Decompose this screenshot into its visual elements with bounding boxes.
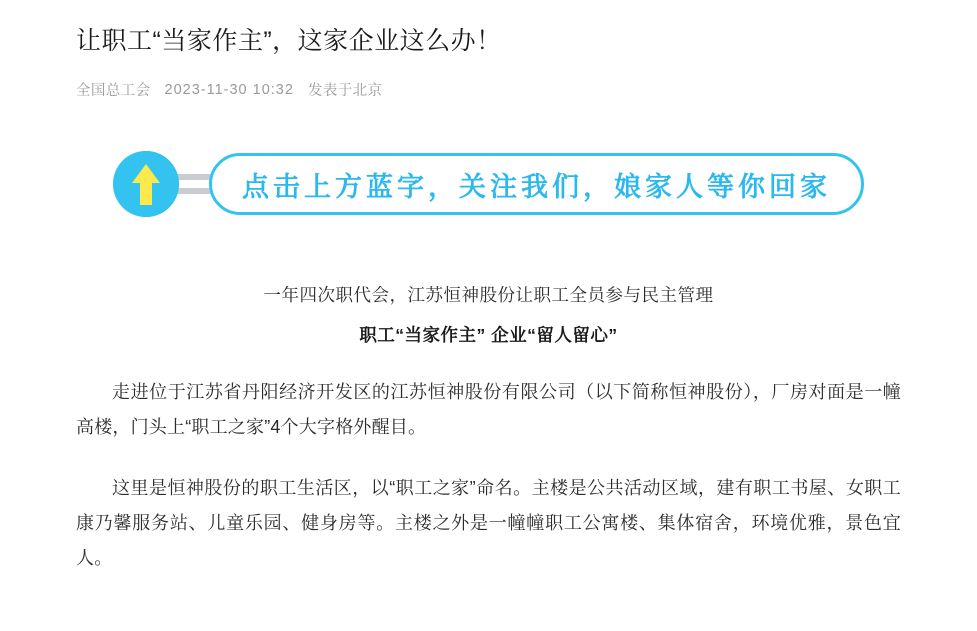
meta-timestamp: 2023-11-30 10:32 <box>164 81 294 98</box>
follow-banner[interactable] <box>76 138 901 230</box>
subheading-secondary: 职工“当家作主” 企业“留人留心” <box>359 325 618 345</box>
body-paragraph: 这里是恒神股份的职工生活区，以“职工之家”命名。主楼是公共活动区域，建有职工书屋、女职工康乃馨服务站、儿童乐园、健身房等。主楼之外是一幢幢职工公寓楼、集体宿舍，环境优雅，景色宜人。 <box>76 478 901 568</box>
banner-label: 点击上方蓝字，关注我们，娘家人等你回家 <box>242 171 831 202</box>
page-title: 让职工“当家作主”，这家企业这么办！ <box>76 27 502 55</box>
meta-source[interactable]: 全国总工会 <box>76 83 151 99</box>
banner-pill[interactable] <box>209 153 864 215</box>
article-meta <box>76 79 901 100</box>
body-paragraph: 走进位于江苏省丹阳经济开发区的江苏恒神股份有限公司（以下简称恒神股份），厂房对面是一幢高楼，门头上“职工之家”4个大字格外醒目。 <box>76 382 901 437</box>
meta-location: 发表于北京 <box>307 83 383 99</box>
follow-banner-inner <box>76 151 901 217</box>
subheading-primary: 一年四次职代会，江苏恒神股份让职工全员参与民主管理 <box>263 285 714 305</box>
up-arrow-icon <box>113 151 179 217</box>
